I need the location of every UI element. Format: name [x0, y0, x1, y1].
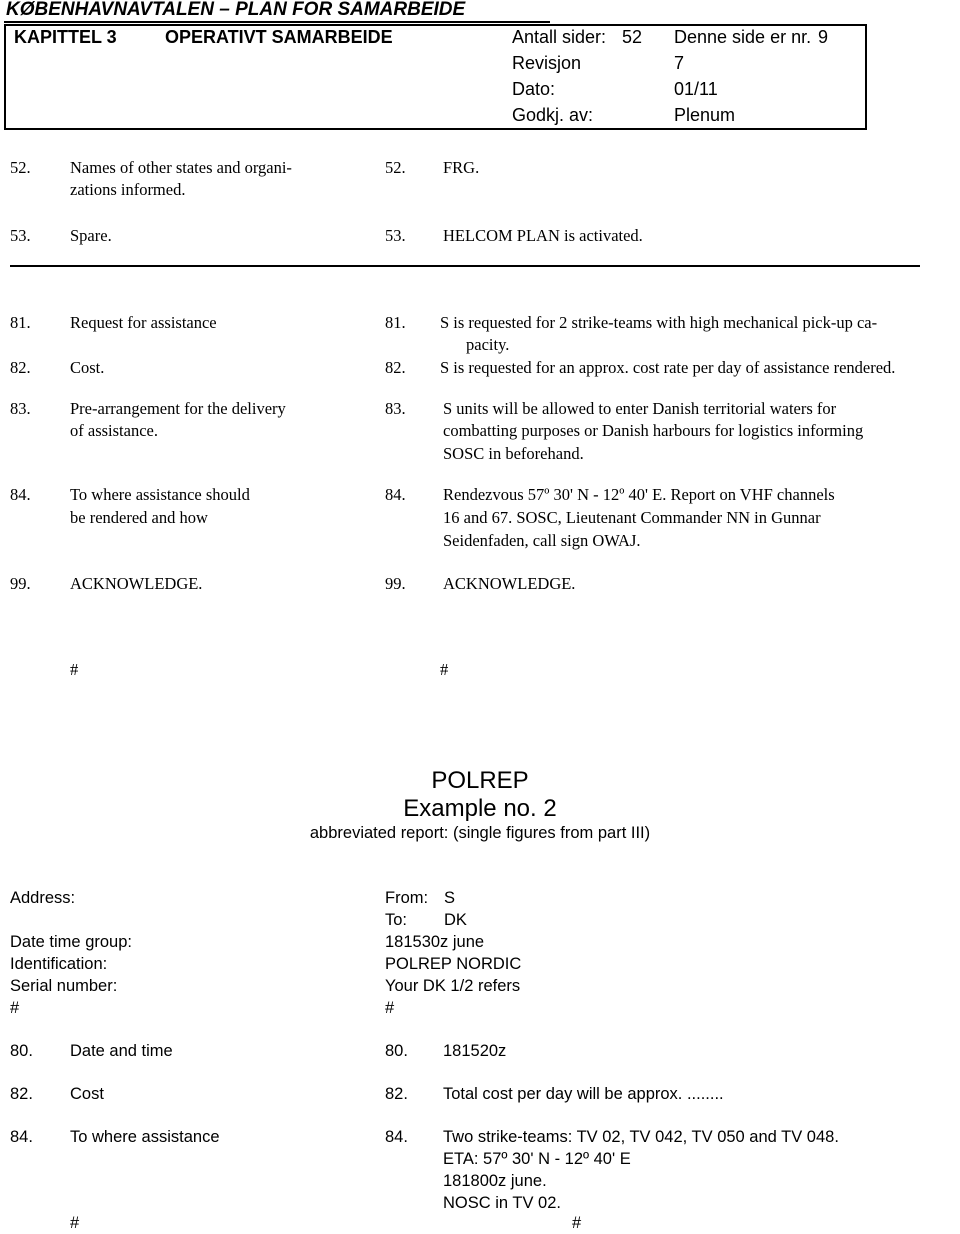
serial-label: Serial number:	[10, 977, 118, 995]
example-subtitle: Example no. 2	[403, 795, 557, 822]
approved-value: Plenum	[674, 105, 736, 125]
item-value: Two strike-teams: TV 02, TV 042, TV 050 and TV 048.	[443, 1128, 839, 1146]
item-value: HELCOM PLAN is activated.	[443, 226, 643, 245]
identification-value: POLREP NORDIC	[385, 955, 522, 973]
item-value: 16 and 67. SOSC, Lieutenant Commander NN in Gunnar	[443, 508, 821, 527]
item-value: NOSC in TV 02.	[443, 1194, 561, 1212]
item-number: 80.	[10, 1042, 33, 1060]
end-mark: #	[70, 660, 79, 679]
item-value: SOSC in beforehand.	[443, 444, 584, 463]
end-mark: #	[440, 660, 449, 679]
item-label: zations informed.	[70, 180, 186, 199]
item-label: Pre-arrangement for the delivery	[70, 399, 286, 418]
chapter-title: OPERATIVT SAMARBEIDE	[165, 27, 393, 47]
dtg-value: 181530z june	[385, 933, 485, 951]
revision-label: Revisjon	[512, 53, 582, 73]
item-number: 83.	[10, 399, 31, 418]
item-number: 84.	[385, 1128, 408, 1146]
item-value: 181800z june.	[443, 1172, 547, 1190]
item-value: ACKNOWLEDGE.	[443, 574, 576, 593]
item-label: Spare.	[70, 226, 112, 245]
item-label: Request for assistance	[70, 313, 217, 332]
to-label: To:	[385, 911, 408, 929]
document-title: KØBENHAVNAVTALEN – PLAN FOR SAMARBEIDE	[6, 0, 466, 20]
example-title: POLREP	[431, 767, 529, 794]
header-box-left-border	[4, 24, 6, 130]
dtg-label: Date time group:	[10, 933, 132, 951]
item-value: S is requested for 2 strike-teams with high mechanical pick-up ca-	[440, 313, 878, 332]
item-number: 53.	[10, 226, 31, 245]
item-number: 82.	[10, 1085, 33, 1103]
item-number: 82.	[385, 358, 406, 377]
item-number: 53.	[385, 226, 406, 245]
item-number: 82.	[10, 358, 31, 377]
item-number: 81.	[10, 313, 31, 332]
item-label: To where assistance should	[70, 485, 250, 504]
item-value: S units will be allowed to enter Danish territorial waters for	[443, 399, 837, 418]
item-number: 80.	[385, 1042, 408, 1060]
hash-mark: #	[385, 999, 395, 1017]
item-label: ACKNOWLEDGE.	[70, 574, 203, 593]
identification-label: Identification:	[10, 955, 108, 973]
serial-value: Your DK 1/2 refers	[385, 977, 521, 995]
item-value: 181520z	[443, 1042, 507, 1060]
item-number: 83.	[385, 399, 406, 418]
to-value: DK	[444, 911, 467, 929]
item-number: 99.	[10, 574, 31, 593]
item-value: ETA: 57º 30' N - 12º 40' E	[443, 1150, 631, 1168]
total-pages-label: Antall sider:	[512, 27, 607, 47]
item-value: combatting purposes or Danish harbours for logistics informing	[443, 421, 864, 440]
item-label: Date and time	[70, 1042, 173, 1060]
item-number: 52.	[385, 158, 406, 177]
item-label: Names of other states and organi-	[70, 158, 292, 177]
end-mark: #	[572, 1214, 582, 1232]
approved-label: Godkj. av:	[512, 105, 594, 125]
item-value: FRG.	[443, 158, 480, 177]
item-label: To where assistance	[70, 1128, 220, 1146]
item-value: S is requested for an approx. cost rate per day of assistance rendered.	[440, 358, 896, 377]
this-page-value: 9	[818, 27, 829, 47]
from-label: From:	[385, 889, 429, 907]
hash-mark: #	[10, 999, 20, 1017]
item-number: 52.	[10, 158, 31, 177]
item-value: Rendezvous 57º 30' N - 12º 40' E. Report on VHF channels	[443, 485, 835, 504]
date-label: Dato:	[512, 79, 556, 99]
total-pages-value: 52	[622, 27, 643, 47]
from-value: S	[444, 889, 456, 907]
item-value: Seidenfaden, call sign OWAJ.	[443, 531, 641, 550]
item-value: pacity.	[466, 335, 510, 354]
item-number: 84.	[385, 485, 406, 504]
item-number: 99.	[385, 574, 406, 593]
item-label: Cost.	[70, 358, 105, 377]
item-number: 82.	[385, 1085, 408, 1103]
this-page-label: Denne side er nr.	[674, 27, 812, 47]
item-label: of assistance.	[70, 421, 158, 440]
end-mark: #	[70, 1214, 80, 1232]
item-number: 81.	[385, 313, 406, 332]
item-label: be rendered and how	[70, 508, 208, 527]
item-number: 84.	[10, 1128, 33, 1146]
revision-value: 7	[674, 53, 685, 73]
item-number: 84.	[10, 485, 31, 504]
date-value: 01/11	[674, 79, 718, 99]
chapter-number: KAPITTEL 3	[14, 27, 117, 47]
item-value: Total cost per day will be approx. ........	[443, 1085, 724, 1103]
item-label: Cost	[70, 1085, 104, 1103]
title-underline	[4, 21, 550, 23]
section-divider	[10, 265, 920, 267]
example-caption: abbreviated report: (single figures from part III)	[309, 824, 651, 842]
address-label: Address:	[10, 889, 76, 907]
